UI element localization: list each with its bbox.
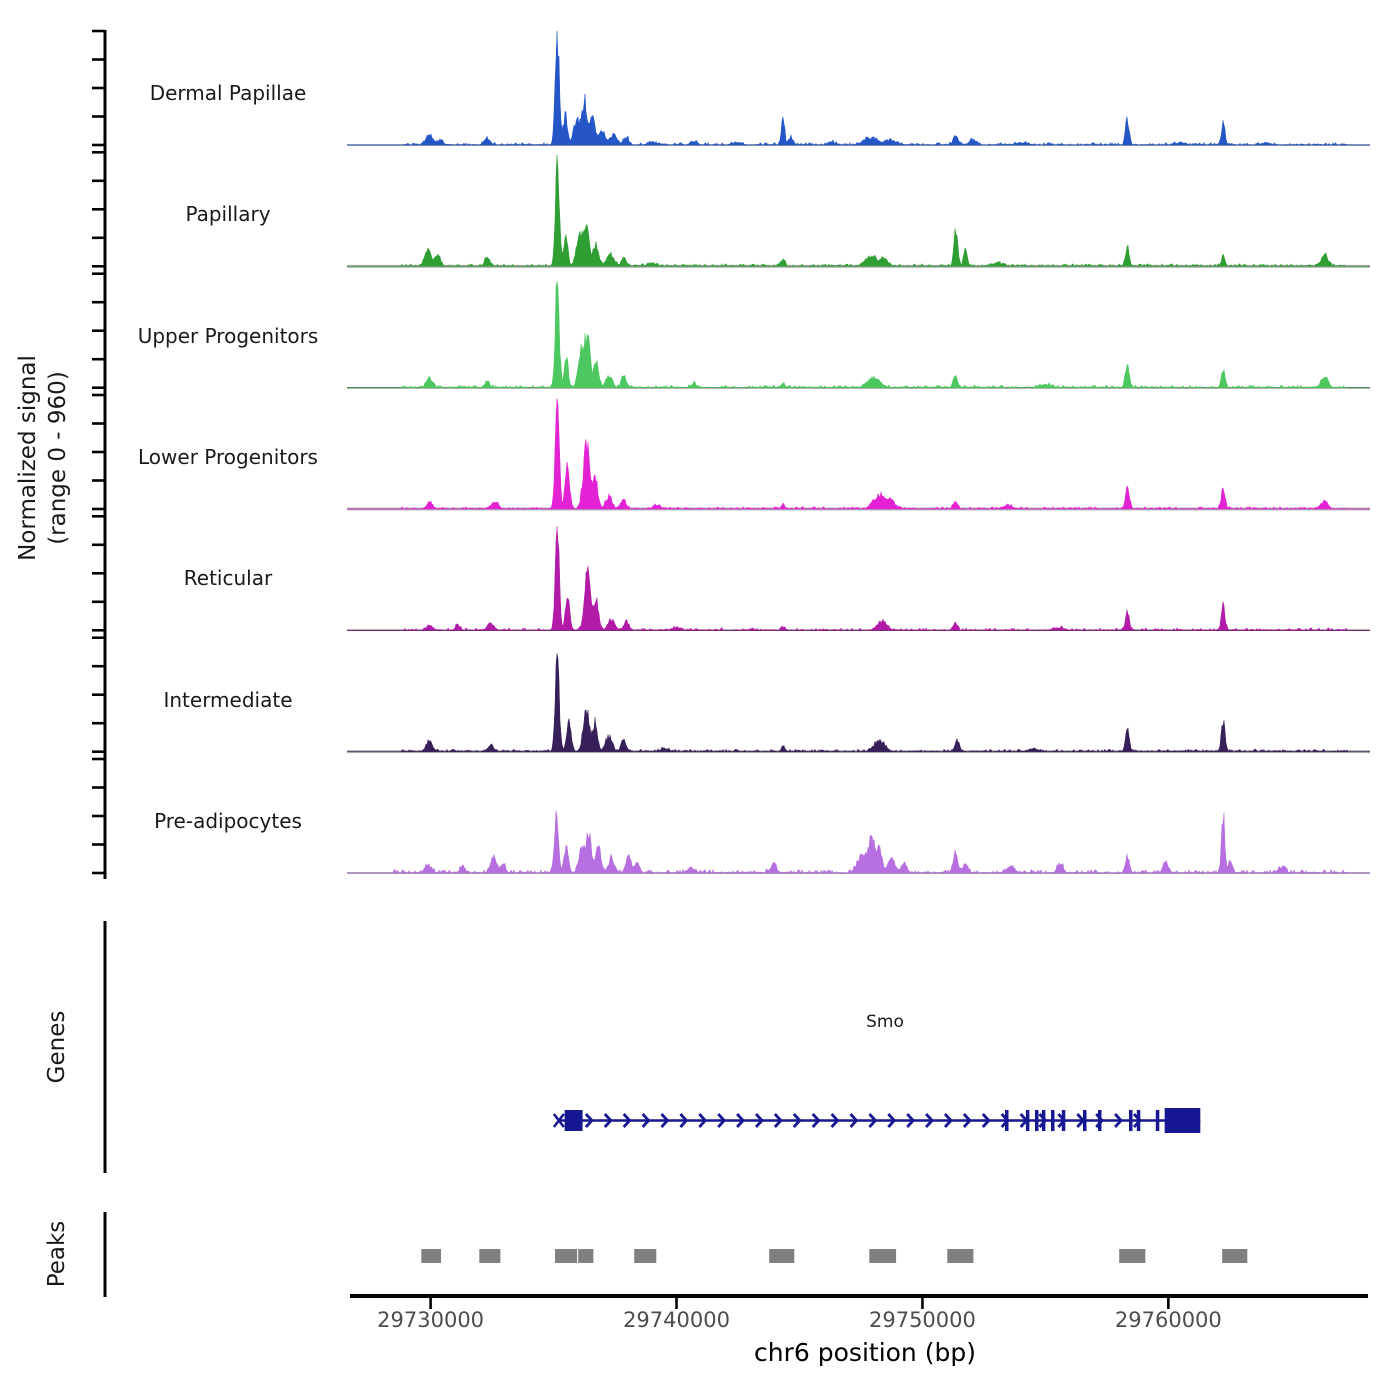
x-tick-label-29750000: 29750000: [868, 1308, 976, 1332]
peak-region: [869, 1249, 896, 1263]
peak-region: [769, 1249, 794, 1263]
y-axis-label-line2: (range 0 - 960): [45, 371, 71, 545]
signal-track-intermediate: [347, 654, 1370, 752]
y-axis-label-line1: Normalized signal: [15, 355, 42, 561]
track-label-intermediate: Intermediate: [163, 687, 293, 712]
x-axis-title: chr6 position (bp): [754, 1338, 976, 1367]
signal-track-dermal-papillae: [347, 31, 1370, 145]
gene-first-exon: [565, 1110, 583, 1131]
track-label-lower-progenitors: Lower Progenitors: [138, 444, 318, 469]
track-label-upper-progenitors: Upper Progenitors: [137, 323, 319, 348]
gene-exon-tick: [1042, 1110, 1046, 1131]
signal-track-reticular: [347, 526, 1370, 630]
gene-exon-tick: [1129, 1110, 1133, 1131]
peaks-section-label: Peaks: [44, 1220, 70, 1288]
gene-exon-tick: [1051, 1110, 1055, 1131]
gene-exon-tick: [1005, 1110, 1009, 1131]
gene-last-exon: [1165, 1108, 1201, 1133]
peak-region: [1119, 1249, 1145, 1263]
track-label-reticular: Reticular: [183, 566, 273, 591]
gene-exon-tick: [1062, 1110, 1066, 1131]
peak-region: [947, 1249, 973, 1263]
x-tick-label-29730000: 29730000: [377, 1308, 485, 1332]
x-tick-label-29740000: 29740000: [623, 1308, 730, 1332]
gene-exon-tick: [1026, 1110, 1030, 1131]
gene-exon-tick: [1137, 1110, 1141, 1131]
peak-region: [578, 1249, 593, 1263]
genes-section-label: Genes: [44, 1010, 70, 1084]
track-label-papillary: Papillary: [185, 202, 271, 227]
gene-name-label: Smo: [866, 1012, 904, 1032]
track-label-pre-adipocytes: Pre-adipocytes: [154, 808, 302, 833]
gene-exon-tick: [1083, 1110, 1087, 1131]
peak-region: [555, 1249, 577, 1263]
peak-region: [1222, 1249, 1247, 1263]
x-tick-label-29760000: 29760000: [1114, 1308, 1222, 1332]
signal-track-papillary: [347, 155, 1370, 266]
peak-region: [479, 1249, 500, 1263]
peak-region: [634, 1249, 656, 1263]
peak-region: [421, 1249, 441, 1263]
y-axis-label: [14, 355, 74, 561]
signal-track-lower-progenitors: [347, 398, 1370, 509]
gene-exon-tick: [1156, 1110, 1160, 1131]
gene-exon-tick: [1098, 1110, 1102, 1131]
gene-exon-tick: [1035, 1110, 1039, 1131]
signal-track-pre-adipocytes: [347, 811, 1370, 873]
track-label-dermal-papillae: Dermal Papillae: [149, 81, 307, 105]
signal-track-upper-progenitors: [347, 281, 1370, 387]
